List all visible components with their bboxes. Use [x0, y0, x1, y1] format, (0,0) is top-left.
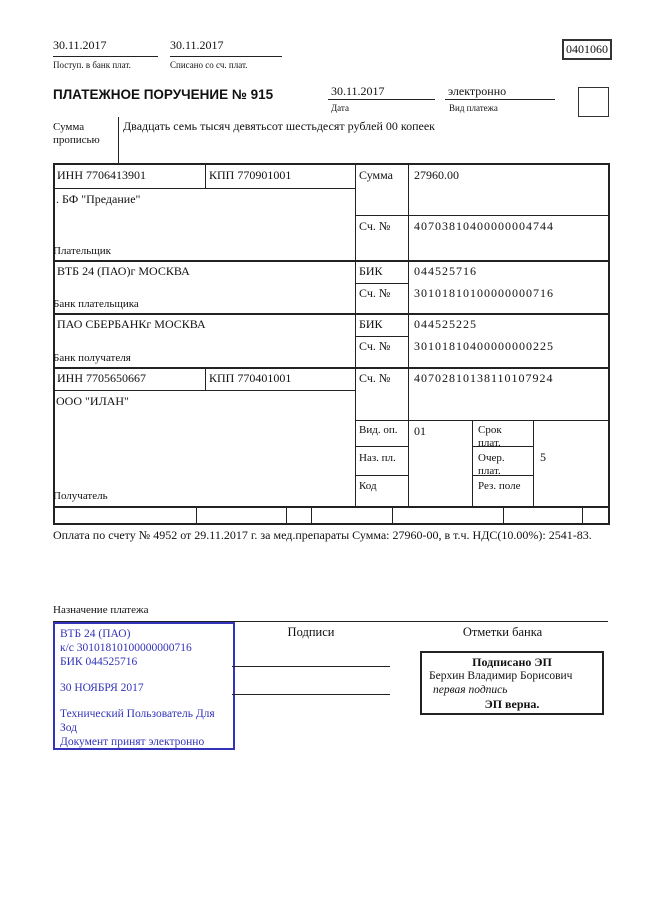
esign-subtitle: первая подпись	[433, 684, 508, 696]
payee-bank-bik: 044525225	[414, 317, 477, 331]
table-line	[53, 163, 610, 165]
table-line	[472, 420, 473, 506]
purpose-code-label: Наз. пл.	[359, 452, 396, 464]
payee-bank-account-label: Сч. №	[359, 339, 391, 353]
divider	[118, 117, 119, 163]
table-line	[53, 390, 355, 391]
status-code-box	[578, 87, 609, 117]
underline	[328, 99, 435, 100]
payee-bank-account: 30101810400000000225	[414, 339, 554, 353]
table-line	[53, 367, 610, 369]
payment-kind: электронно	[448, 84, 507, 98]
table-line	[355, 336, 408, 337]
table-line	[355, 215, 608, 216]
pay-order-label: Очер. плат.	[478, 452, 505, 478]
table-line	[53, 260, 610, 262]
purpose-label: Назначение платежа	[53, 604, 149, 616]
table-line	[608, 163, 610, 523]
purpose-text: Оплата по счету № 4952 от 29.11.2017 г. за мед.препараты Сумма: 27960-00, в т.ч. НДС(10.00%): 2541-83.	[53, 528, 592, 542]
payer-bank-name: ВТБ 24 (ПАО)г МОСКВА	[57, 264, 190, 278]
payer-name: . БФ "Предание"	[56, 192, 141, 206]
stamp-corr-account: к/с 30101810100000000716	[60, 642, 192, 654]
date-debited: 30.11.2017	[170, 38, 224, 52]
date-debited-label: Списано со сч. плат.	[170, 60, 248, 70]
pay-order-value: 5	[540, 450, 546, 464]
stamp-user-line1: Технический Пользователь Для	[60, 708, 215, 720]
payee-inn: ИНН 7705650667	[57, 371, 146, 385]
spacer	[60, 695, 233, 707]
stamp-user-line2: Зод	[60, 722, 78, 734]
table-line	[392, 506, 393, 523]
esign-title: Подписано ЭП	[472, 655, 552, 669]
payee-account-label: Сч. №	[359, 371, 391, 385]
stamp-bank-name: ВТБ 24 (ПАО)	[60, 628, 131, 640]
esign-name: Берхин Владимир Борисович	[429, 670, 573, 682]
payer-bank-label: Банк плательщика	[53, 298, 139, 310]
table-line	[355, 283, 408, 284]
payer-bank-account: 30101810100000000716	[414, 286, 554, 300]
payee-bank-label: Банк получателя	[53, 352, 131, 364]
table-line	[53, 506, 610, 508]
date-received: 30.11.2017	[53, 38, 107, 52]
payee-kpp: КПП 770401001	[209, 371, 292, 385]
payer-bank-bik: 044525716	[414, 264, 477, 278]
table-line	[53, 188, 355, 189]
signature-line-1	[232, 666, 390, 667]
electronic-signature-stamp	[420, 651, 604, 715]
underline	[170, 56, 282, 57]
signature-line-2	[232, 694, 390, 695]
payer-label: Плательщик	[53, 245, 111, 257]
table-line	[53, 163, 55, 523]
spacer	[60, 669, 233, 681]
underline	[445, 99, 555, 100]
stamp-accepted-note: Документ принят электронно	[60, 736, 205, 748]
table-line	[355, 446, 408, 447]
bank-marks-heading: Отметки банка	[462, 625, 543, 639]
date-received-label: Поступ. в банк плат.	[53, 60, 131, 70]
payer-account-label: Сч. №	[359, 219, 391, 233]
table-line	[355, 420, 608, 421]
payer-bank-bik-label: БИК	[359, 264, 383, 278]
stamp-date: 30 НОЯБРЯ 2017	[60, 682, 144, 694]
table-line	[311, 506, 312, 523]
payee-name: ООО "ИЛАН"	[56, 394, 129, 408]
table-line	[196, 506, 197, 523]
op-type-label: Вид. оп.	[359, 424, 398, 436]
payer-bank-account-label: Сч. №	[359, 286, 391, 300]
table-line	[503, 506, 504, 523]
reserve-field-label: Рез. поле	[478, 480, 521, 492]
payee-bank-bik-label: БИК	[359, 317, 383, 331]
form-code-box: 0401060	[562, 39, 612, 60]
table-line	[533, 420, 534, 506]
sum-value: 27960.00	[414, 168, 459, 182]
code-label: Код	[359, 480, 377, 492]
payer-inn: ИНН 7706413901	[57, 168, 146, 182]
pay-term-label: Срок плат.	[478, 424, 502, 450]
table-line	[205, 367, 206, 390]
payer-kpp: КПП 770901001	[209, 168, 292, 182]
amount-words-value: Двадцать семь тысяч девятьсот шестьдесят рублей 00 копеек	[123, 119, 435, 133]
signatures-heading: Подписи	[287, 625, 335, 639]
payment-kind-label: Вид платежа	[449, 103, 498, 113]
payee-label: Получатель	[53, 490, 108, 502]
payer-account: 40703810400000004744	[414, 219, 554, 233]
table-line	[582, 506, 583, 523]
table-line	[205, 163, 206, 188]
payee-bank-name: ПАО СБЕРБАНКг МОСКВА	[57, 317, 206, 331]
table-line	[53, 313, 610, 315]
op-type-value: 01	[414, 424, 426, 438]
table-line	[53, 523, 610, 525]
esign-footer: ЭП верна.	[484, 697, 540, 711]
date-label: Дата	[331, 103, 349, 113]
document-date: 30.11.2017	[331, 84, 385, 98]
stamp-bik: БИК 044525716	[60, 656, 138, 668]
bank-acceptance-stamp	[53, 622, 235, 750]
table-line	[286, 506, 287, 523]
payee-account: 40702810138110107924	[414, 371, 554, 385]
document-title: ПЛАТЕЖНОЕ ПОРУЧЕНИЕ № 915	[53, 87, 274, 102]
sum-label: Сумма	[359, 168, 393, 182]
amount-words-label: Сумма прописью	[53, 121, 100, 147]
table-line	[355, 475, 408, 476]
underline	[53, 56, 158, 57]
